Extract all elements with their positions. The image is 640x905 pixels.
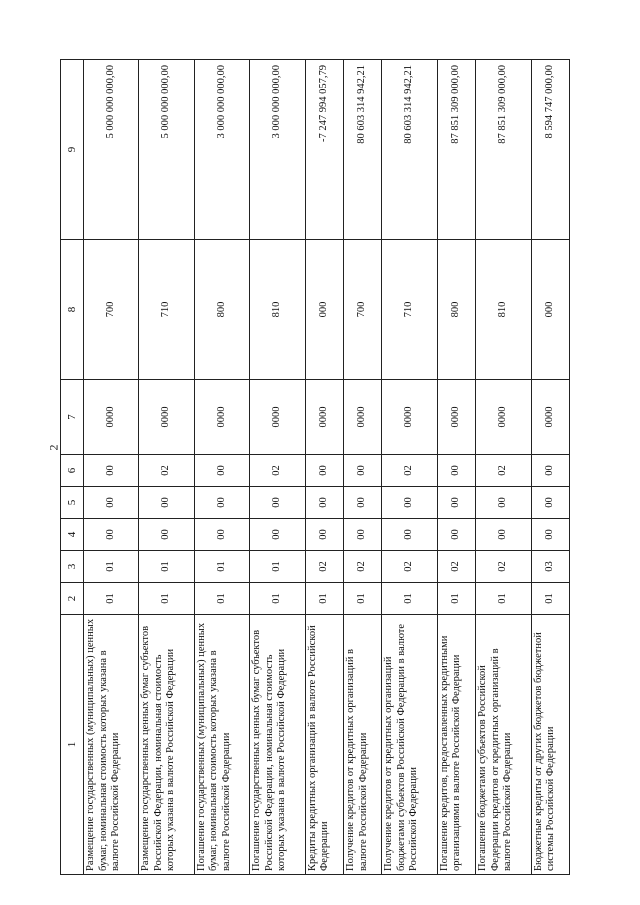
row-name-cell: Погашение государственных ценных бумаг субъектов Российской Федерации, номинальная стоимость которых указана в валюте Российской Федерации [250, 615, 305, 875]
code-cell: 810 [476, 240, 531, 380]
row-name-cell: Размещение государственных (муниципальных) ценных бумаг, номинальная стоимость которых указана в валюте Российской Федерации [84, 615, 139, 875]
amount-cell: 87 851 309 000,00 [476, 60, 531, 240]
amount-cell: 80 603 314 942,21 [382, 60, 437, 240]
row-name-cell: Получение кредитов от кредитных организаций бюджетами субъектов Российской Федерации в валюте Российской Федерации [382, 615, 437, 875]
code-cell: 02 [476, 455, 531, 487]
code-cell: 01 [250, 583, 305, 615]
amount-cell: 87 851 309 000,00 [437, 60, 475, 240]
code-cell: 00 [84, 455, 139, 487]
code-cell: 00 [437, 519, 475, 551]
code-cell: 01 [476, 583, 531, 615]
code-cell: 0000 [437, 380, 475, 455]
code-cell: 700 [84, 240, 139, 380]
code-cell: 02 [250, 455, 305, 487]
code-cell: 0000 [382, 380, 437, 455]
code-cell: 710 [382, 240, 437, 380]
row-name-cell: Погашение государственных (муниципальных) ценных бумаг, номинальная стоимость которых указана в валюте Российской Федерации [194, 615, 249, 875]
amount-cell: 3 000 000 000,00 [250, 60, 305, 240]
code-cell: 00 [382, 487, 437, 519]
header-cell: 6 [61, 455, 84, 487]
code-cell: 00 [531, 487, 569, 519]
table-row [139, 60, 194, 875]
amount-cell: 5 000 000 000,00 [84, 60, 139, 240]
code-cell: 00 [382, 519, 437, 551]
code-cell: 00 [476, 487, 531, 519]
code-cell: 00 [344, 455, 382, 487]
amount-cell: 3 000 000 000,00 [194, 60, 249, 240]
code-cell: 00 [194, 519, 249, 551]
row-name-cell: Получение кредитов от кредитных организаций в валюте Российской Федерации [344, 615, 382, 875]
table-row [344, 60, 382, 875]
code-cell: 00 [84, 487, 139, 519]
code-cell: 00 [437, 455, 475, 487]
header-row [61, 60, 84, 875]
amount-cell: 8 594 747 000,00 [531, 60, 569, 240]
code-cell: 0000 [305, 380, 343, 455]
code-cell: 0000 [139, 380, 194, 455]
code-cell: 810 [250, 240, 305, 380]
code-cell: 0000 [84, 380, 139, 455]
row-name-cell: Бюджетные кредиты от других бюджетов бюджетной системы Российской Федерации [531, 615, 569, 875]
table-row [382, 60, 437, 875]
code-cell: 02 [437, 551, 475, 583]
code-cell: 00 [305, 455, 343, 487]
code-cell: 02 [305, 551, 343, 583]
code-cell: 0000 [531, 380, 569, 455]
code-cell: 01 [531, 583, 569, 615]
financing-sources-table [60, 59, 570, 875]
code-cell: 02 [476, 551, 531, 583]
code-cell: 700 [344, 240, 382, 380]
code-cell: 00 [250, 519, 305, 551]
code-cell: 00 [194, 455, 249, 487]
row-name-cell: Погашение бюджетами субъектов Российской Федерации кредитов от кредитных организаций в валюте Российской Федерации [476, 615, 531, 875]
code-cell: 0000 [344, 380, 382, 455]
page-number: 2 [46, 444, 61, 451]
amount-cell: 5 000 000 000,00 [139, 60, 194, 240]
code-cell: 00 [476, 519, 531, 551]
code-cell: 00 [139, 519, 194, 551]
code-cell: 02 [139, 455, 194, 487]
code-cell: 00 [344, 487, 382, 519]
code-cell: 01 [84, 583, 139, 615]
code-cell: 00 [139, 487, 194, 519]
code-cell: 00 [531, 519, 569, 551]
code-cell: 02 [382, 551, 437, 583]
table-row [437, 60, 475, 875]
row-name-cell: Кредиты кредитных организаций в валюте Российской Федерации [305, 615, 343, 875]
header-cell: 1 [61, 615, 84, 875]
header-cell: 7 [61, 380, 84, 455]
table-row [194, 60, 249, 875]
code-cell: 800 [437, 240, 475, 380]
header-cell: 9 [61, 60, 84, 240]
code-cell: 00 [344, 519, 382, 551]
code-cell: 00 [531, 455, 569, 487]
code-cell: 01 [84, 551, 139, 583]
code-cell: 710 [139, 240, 194, 380]
code-cell: 01 [382, 583, 437, 615]
row-name-cell: Погашение кредитов, предоставленных кредитными организациями в валюте Российской Федерации [437, 615, 475, 875]
code-cell: 0000 [476, 380, 531, 455]
code-cell: 0000 [250, 380, 305, 455]
amount-cell: 80 603 314 942,21 [344, 60, 382, 240]
code-cell: 03 [531, 551, 569, 583]
code-cell: 01 [250, 551, 305, 583]
row-name-cell: Размещение государственных ценных бумаг субъектов Российской Федерации, номинальная стоимость которых указана в валюте Российской Федерации [139, 615, 194, 875]
code-cell: 000 [531, 240, 569, 380]
code-cell: 01 [344, 583, 382, 615]
code-cell: 01 [194, 583, 249, 615]
table-row [84, 60, 139, 875]
code-cell: 01 [139, 583, 194, 615]
amount-cell: -7 247 994 057,79 [305, 60, 343, 240]
code-cell: 800 [194, 240, 249, 380]
code-cell: 00 [305, 487, 343, 519]
table-row [305, 60, 343, 875]
code-cell: 000 [305, 240, 343, 380]
code-cell: 00 [84, 519, 139, 551]
code-cell: 02 [344, 551, 382, 583]
code-cell: 01 [194, 551, 249, 583]
code-cell: 01 [139, 551, 194, 583]
code-cell: 01 [437, 583, 475, 615]
rotated-table-container [60, 60, 570, 875]
code-cell: 00 [437, 487, 475, 519]
header-cell: 2 [61, 583, 84, 615]
table-row [250, 60, 305, 875]
header-cell: 8 [61, 240, 84, 380]
header-cell: 5 [61, 487, 84, 519]
code-cell: 00 [305, 519, 343, 551]
code-cell: 00 [194, 487, 249, 519]
code-cell: 02 [382, 455, 437, 487]
code-cell: 01 [305, 583, 343, 615]
header-cell: 3 [61, 551, 84, 583]
code-cell: 00 [250, 487, 305, 519]
code-cell: 0000 [194, 380, 249, 455]
table-row [476, 60, 531, 875]
table-row [531, 60, 569, 875]
header-cell: 4 [61, 519, 84, 551]
